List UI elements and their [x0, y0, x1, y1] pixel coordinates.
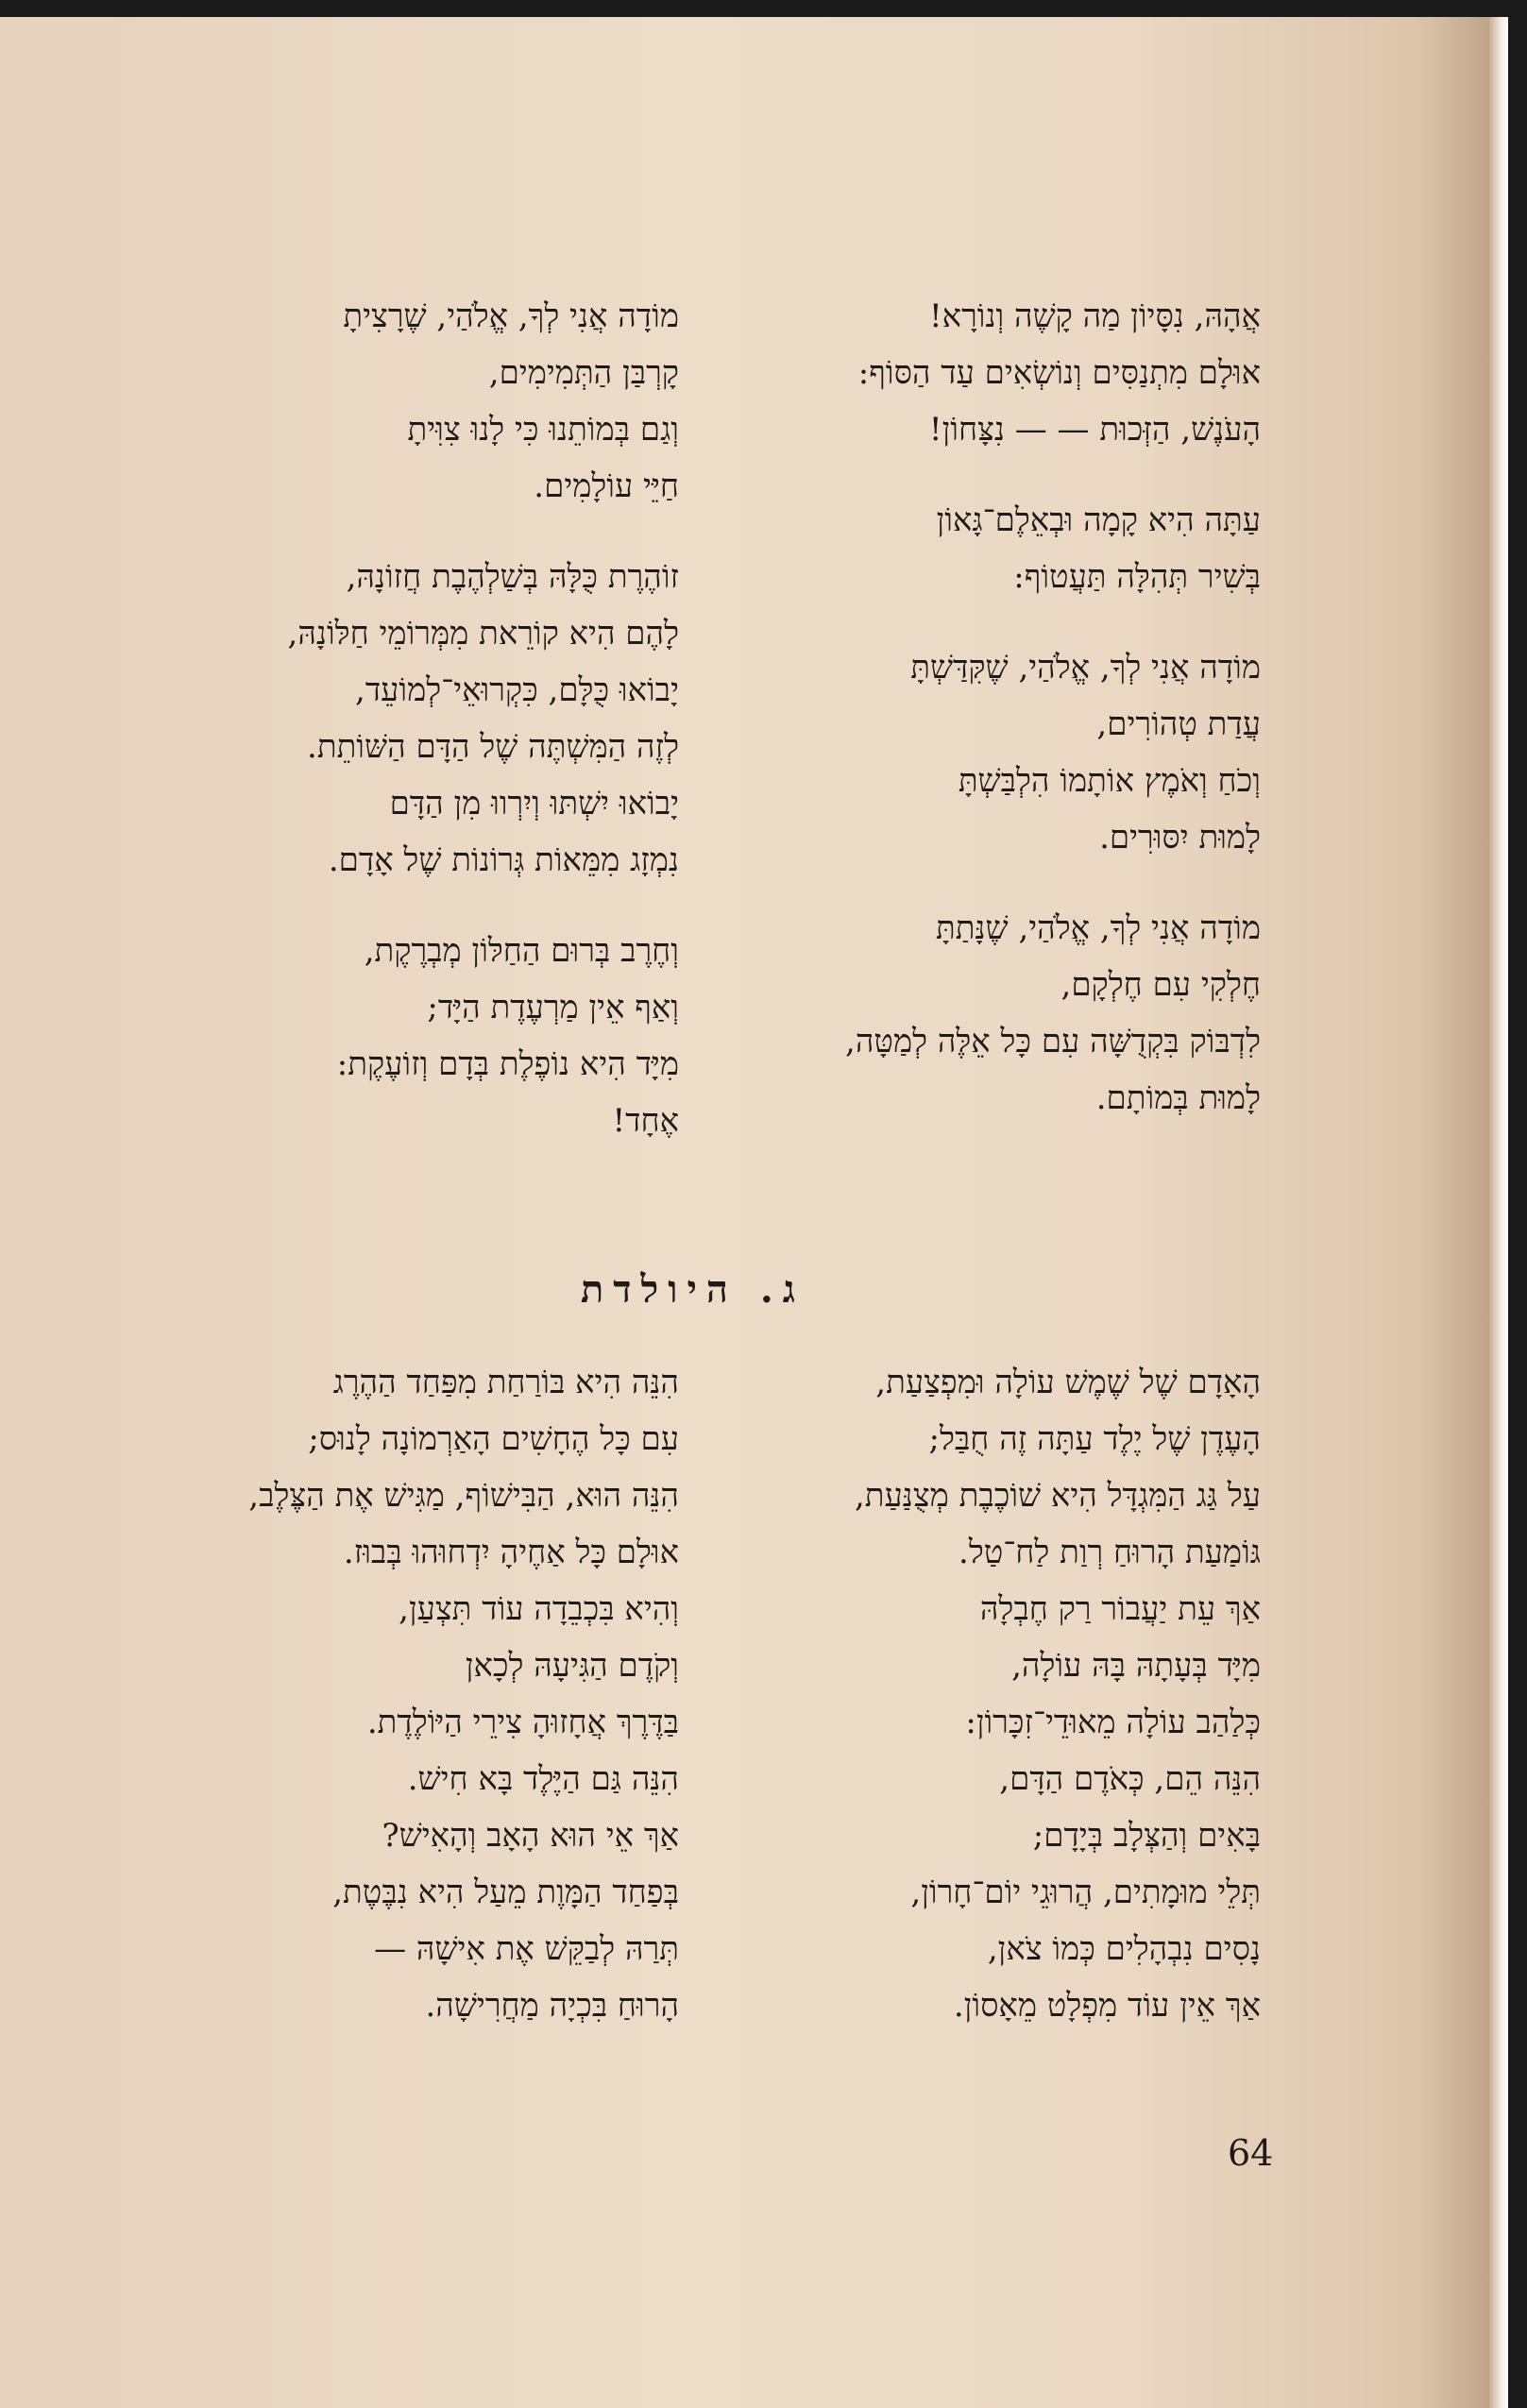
- stanza-break: [732, 866, 1261, 900]
- poem-line: אֶחָד!: [612, 1102, 679, 1140]
- poem-column-right-bottom: [732, 1354, 1261, 2034]
- poem-line: אַךְ אֵי הוּא הָאָב וְהָאִישׁ?: [382, 1817, 679, 1855]
- poem-line: קָרְבַּן הַתְּמִימִים,: [488, 354, 679, 392]
- poem-line: וְחֶרֶב בְּרוּם הַחַלּוֹן מְבְרֶקֶת,: [364, 932, 679, 970]
- poem-line: לָהֶם הִיא קוֹרֵאת מִמְּרוֹמֵי חַלּוֹנָהּ,: [287, 615, 679, 653]
- poem-line: לָמוּת בְּמוֹתָם.: [1095, 1079, 1261, 1117]
- poem-line: לְזֶה הַמִּשְׁתֶּה שֶׁל הַדָּם הַשּׁוֹתֵת.: [307, 728, 679, 766]
- poem-line: לִדְבּוֹק בִּקְדֻשָּׁה עִם כָּל אֵלֶּה לְמַטָּה,: [845, 1023, 1261, 1060]
- poem-line: חַיֵּי עוֹלָמִים.: [534, 467, 679, 505]
- book-page: [0, 17, 1508, 2408]
- poem-line: בַּדֶּרֶךְ אֲחָזוּהָ צִירֵי הַיּוֹלֶדֶת.: [366, 1704, 679, 1741]
- poem-line: אוּלָם כָּל אַחֶיהָ יִדְחוּהוּ בְּבוּז.: [343, 1534, 679, 1571]
- poem-line: מוֹדָה אֲנִי לְךָ, אֱלֹהַי, שֶׁנָּתַתָּ: [936, 909, 1261, 947]
- poem-line: כְּלַהַב עוֹלָה מֵאוּדֵי־זִכָּרוֹן:: [965, 1704, 1261, 1741]
- poem-line: וְקֹדֶם הַגִּיעָהּ לְכָאן: [465, 1647, 679, 1685]
- poem-column-left-bottom: [150, 1354, 679, 2034]
- poem-line: מוֹדָה אֲנִי לְךָ, אֱלֹהַי, שֶׁרָצִיתָ: [343, 297, 679, 335]
- poem-line: אֲהָהּ, נִסָּיוֹן מַה קָשֶׁה וְנוֹרָא!: [929, 297, 1261, 335]
- poem-line: מִיָּד בְּעָתָהּ בָּהּ עוֹלָה,: [1011, 1647, 1261, 1685]
- poem-line: זוֹהֶרֶת כֻּלָּהּ בְּשַׁלְהֶבֶת חֲזוֹנָהּ,: [346, 558, 679, 596]
- poem-line: אַךְ אֵין עוֹד מִפְלָט מֵאָסוֹן.: [953, 1987, 1261, 2025]
- poem-line: מוֹדָה אֲנִי לְךָ, אֱלֹהַי, שֶׁקִּדַּשְׁתָּ: [910, 649, 1261, 687]
- poem-line: חֶלְקִי עִם חֶלְקָם,: [1060, 966, 1261, 1004]
- poem-line: עִם כָּל הֶחָשִׁים הָאַרְמוֹנָה לָנוּס;: [308, 1420, 679, 1458]
- page-edge: [1489, 17, 1508, 2408]
- poem-line: תְּלֵי מוּמָתִים, הֲרוּגֵי יוֹם־חָרוֹן,: [910, 1874, 1261, 1911]
- poem-line: יָבוֹאוּ כֻּלָּם, כִּקְרוּאֵי־לְמוֹעֵד,: [355, 671, 679, 709]
- stanza-break: [150, 515, 679, 549]
- poem-line: הָעֶדֶן שֶׁל יֶלֶד עַתָּה זֶה חֻבַּל;: [928, 1420, 1261, 1458]
- stanza-break: [150, 889, 679, 923]
- poem-line: הָאָדָם שֶׁל שֶׁמֶשׁ עוֹלָה וּמִפְצַעַת,: [875, 1364, 1261, 1401]
- poem-line: וְהִיא בִּכְבֵדָה עוֹד תִּצְעַן,: [399, 1590, 679, 1628]
- poem-line: אַךְ עֵת יַעֲבוֹר רַק חֶבְלָהּ: [979, 1590, 1261, 1628]
- page-number: 64: [1228, 2132, 1274, 2174]
- poem-line: הִנֵּה הֵם, כְּאֹדֶם הַדָּם,: [999, 1760, 1261, 1798]
- stanza-break: [732, 458, 1261, 492]
- poem-line: הִנֵּה הִיא בּוֹרַחַת מִפַּחַד הַהֶרֶג: [332, 1364, 679, 1401]
- poem-line: וְכֹחַ וְאֹמֶץ אוֹתָמוֹ הִלְבַּשְׁתָּ: [958, 762, 1261, 800]
- poem-line: בְּשִׁיר תְּהִלָּה תַּעֲטוֹף:: [1013, 558, 1261, 596]
- poem-column-left-top: [150, 288, 679, 1149]
- poem-line: עַתָּה הִיא קָמָה וּבְאֵלֶם־גָּאוֹן: [936, 501, 1261, 539]
- poem-line: עֲדַת טְהוֹרִים,: [1096, 705, 1261, 743]
- stanza-break: [732, 605, 1261, 639]
- poem-line: יָבוֹאוּ יִשְׁתּוּ וְיִרְווּ מִן הַדָּם: [389, 785, 679, 822]
- poem-line: הָרוּחַ בִּכְיָה מַחֲרִישָׁה.: [425, 1987, 679, 2025]
- poem-line: גּוֹמַעַת הָרוּחַ רְוַת לַח־טַל.: [959, 1534, 1261, 1571]
- poem-line: הִנֵּה גַּם הַיֶּלֶד בָּא חִישׁ.: [407, 1760, 679, 1798]
- poem-line: תְּרַהּ לְבַקֵּשׁ אֶת אִישָׁהּ —: [374, 1930, 679, 1968]
- poem-line: לָמוּת יִסּוּרִים.: [1099, 819, 1261, 856]
- poem-line: נָסִים נִבְהָלִים כְּמוֹ צֹאן,: [987, 1930, 1261, 1968]
- poem-column-right-top: [732, 288, 1261, 1127]
- poem-line: אוּלָם מִתְנַסִּים וְנוֹשְׂאִים עַד הַסּוֹף:: [857, 354, 1261, 392]
- poem-line: בְּפַחַד הַמָּוֶת מֵעַל הִיא נִבֶּטֶת,: [332, 1874, 679, 1911]
- poem-line: מִיָּד הִיא נוֹפֶלֶת בְּדָם וְזוֹעֶקֶת:: [336, 1045, 679, 1083]
- poem-line: בָּאִים וְהַצְּלָב בְּיָדָם;: [1032, 1817, 1261, 1855]
- poem-line: וְאַף אֵין מַרְעֶדֶת הַיָּד;: [427, 989, 679, 1026]
- poem-line: נִמְזָג מִמֵּאוֹת גְּרוֹנוֹת שֶׁל אָדָם.: [328, 841, 679, 879]
- poem-line: עַל גַּג הַמִּגְדָּל הִיא שׁוֹכֶבֶת מְצֻנַּעַת,: [854, 1477, 1261, 1515]
- poem-line: וְגַם בְּמוֹתֵנוּ כִּי לָנוּ צִוִּיתָ: [407, 411, 679, 449]
- poem-line: הָעֹנֶשׁ, הַזְּכוּת — — נִצָּחוֹן!: [928, 411, 1261, 449]
- section-heading: ג. היולדת: [580, 1267, 805, 1312]
- poem-line: הִנֵּה הוּא, הַבִּישׁוֹף, מַגִּישׁ אֶת הַצֶּלֶב,: [248, 1477, 679, 1515]
